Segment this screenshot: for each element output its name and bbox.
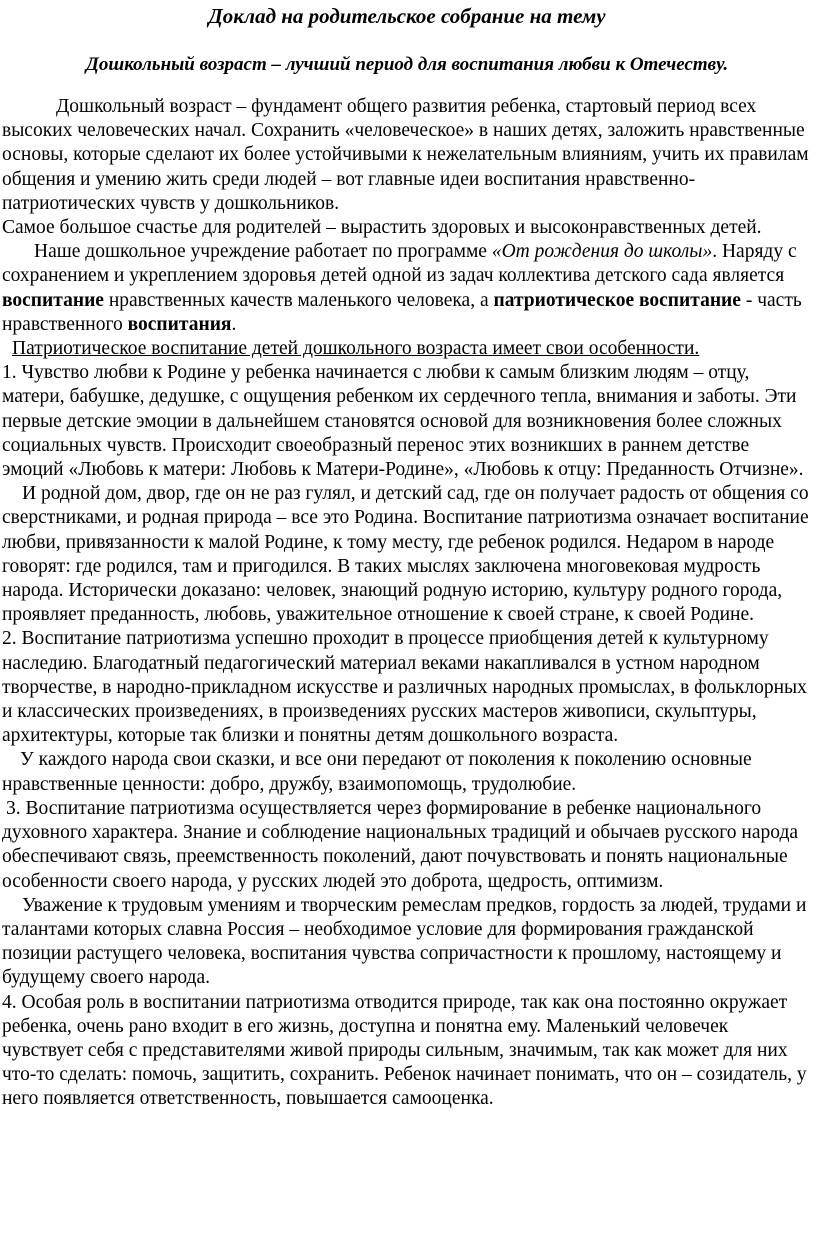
program-text-a: Наше дошкольное учреждение работает по программе [34,241,492,263]
paragraph-point-4: 4. Особая роль в воспитании патриотизма отводится природе, так как она постоянно окружает ребенка, очень рано входит в его жизнь, доступна и понятна ему. Маленький человечек чувствует себя с представителями живой природы сильным, значимым, так как может для них что-то сделать: помочь, защитить, сохранить. Ребенок начинает понимать, что он – созидатель, у него появляется ответственность, повышается самооценка. [2,991,807,1110]
paragraph-happiness: Самое большое счастье для родителей – вырастить здоровых и высоконравственных детей. [2,217,762,239]
paragraph-intro: Дошкольный возраст – фундамент общего развития ребенка, стартовый период всех высоких человеческих начал. Сохранить «человеческое» в наших детях, заложить нравственные основы, которые сделают их более устойчивыми к нежелательным влияниям, учить их правилам общения и умению жить среди людей – вот главные идеи воспитания нравственно-патриотических чувств у дошкольников. [2,96,809,214]
paragraph-fairy-tales: У каждого народа свои сказки, и все они передают от поколения к поколению основные нравственные ценности: добро, дружбу, взаимопомощь, трудолюбие. [2,749,752,795]
paragraph-features-heading [2,337,812,361]
paragraph-point-2: 2. Воспитание патриотизма успешно проходит в процессе приобщения детей к культурному наследию. Благодатный педагогический материал веками накапливался в устном народном творчестве, в народно-прикладном искусстве и различных народных промыслах, в фольклорных и классических произведениях, в произведениях русских мастеров живописи, скульптуры, архитектуры, которые так близки и понятны детям дошкольного возраста. [2,628,807,747]
paragraph-point-3: 3. Воспитание патриотизма осуществляется через формирование в ребенке национального духовного характера. Знание и соблюдение национальных традиций и обычаев русского народа обеспечивают связь, преемственность поколений, дают почувствовать и понять национальные особенности своего народа, у русских людей это доброта, щедрость, оптимизм. [2,797,799,892]
features-heading: Патриотическое воспитание детей дошкольного возраста имеет свои особенности. [12,338,700,360]
paragraph-point-1: 1. Чувство любви к Родине у ребенка начинается с любви к самым близким людям – отцу, матери, бабушке, дедушке, с ощущения ребенком их сердечного тепла, внимания и заботы. Эти первые детские эмоции в дальнейшем становятся основой для возникновения более сложных социальных чувств. Происходит своеобразный перенос этих возникших в раннем детстве эмоций «Любовь к матери: Любовь к Матери-Родине», «Любовь к отцу: Преданность Отчизне». [2,362,804,481]
paragraph-respect: Уважение к трудовым умениям и творческим ремеслам предков, гордость за людей, трудами и талантами которых славна Россия – необходимое условие для формирования гражданской позиции растущего человека, воспитания чувства сопричастности к прошлому, настоящему и будущему своего народа. [2,894,807,989]
program-text-e: нравственных качеств маленького человека, а [103,289,494,311]
paragraph-program [2,240,812,337]
document-subtitle: Дошкольный возраст – лучший период для воспитания любви к Отечеству. [85,54,729,75]
document-body [2,95,812,1112]
program-bold-upbringing: воспитание [2,289,104,311]
program-bold-patriotic: патриотическое воспитание [493,289,741,311]
document-title: Доклад на родительское собрание на тему [208,4,606,28]
program-text-i: . [231,313,237,335]
program-bold-upbringing-2: воспитания [127,313,232,335]
program-name: «От рождения до школы» [491,241,713,263]
program-text-g: - часть нравственного [2,289,802,335]
paragraph-homeland: И родной дом, двор, где он не раз гулял, и детский сад, где он получает радость от общения со сверстниками, и родная природа – все это Родина. Воспитание патриотизма означает воспитание любви, привязанности к малой Родине, к тому месту, где ребенок родился. Недаром в народе говорят: где родился, там и пригодился. В таких мыслях заключена многовековая мудрость народа. Исторически доказано: человек, знающий родную историю, культуру родного города, проявляет преданность, любовь, уважительное отношение к своей стране, к своей Родине. [2,483,809,626]
program-text-c: . Наряду с сохранением и укреплением здоровья детей одной из задач коллектива детского сада является [2,241,797,287]
